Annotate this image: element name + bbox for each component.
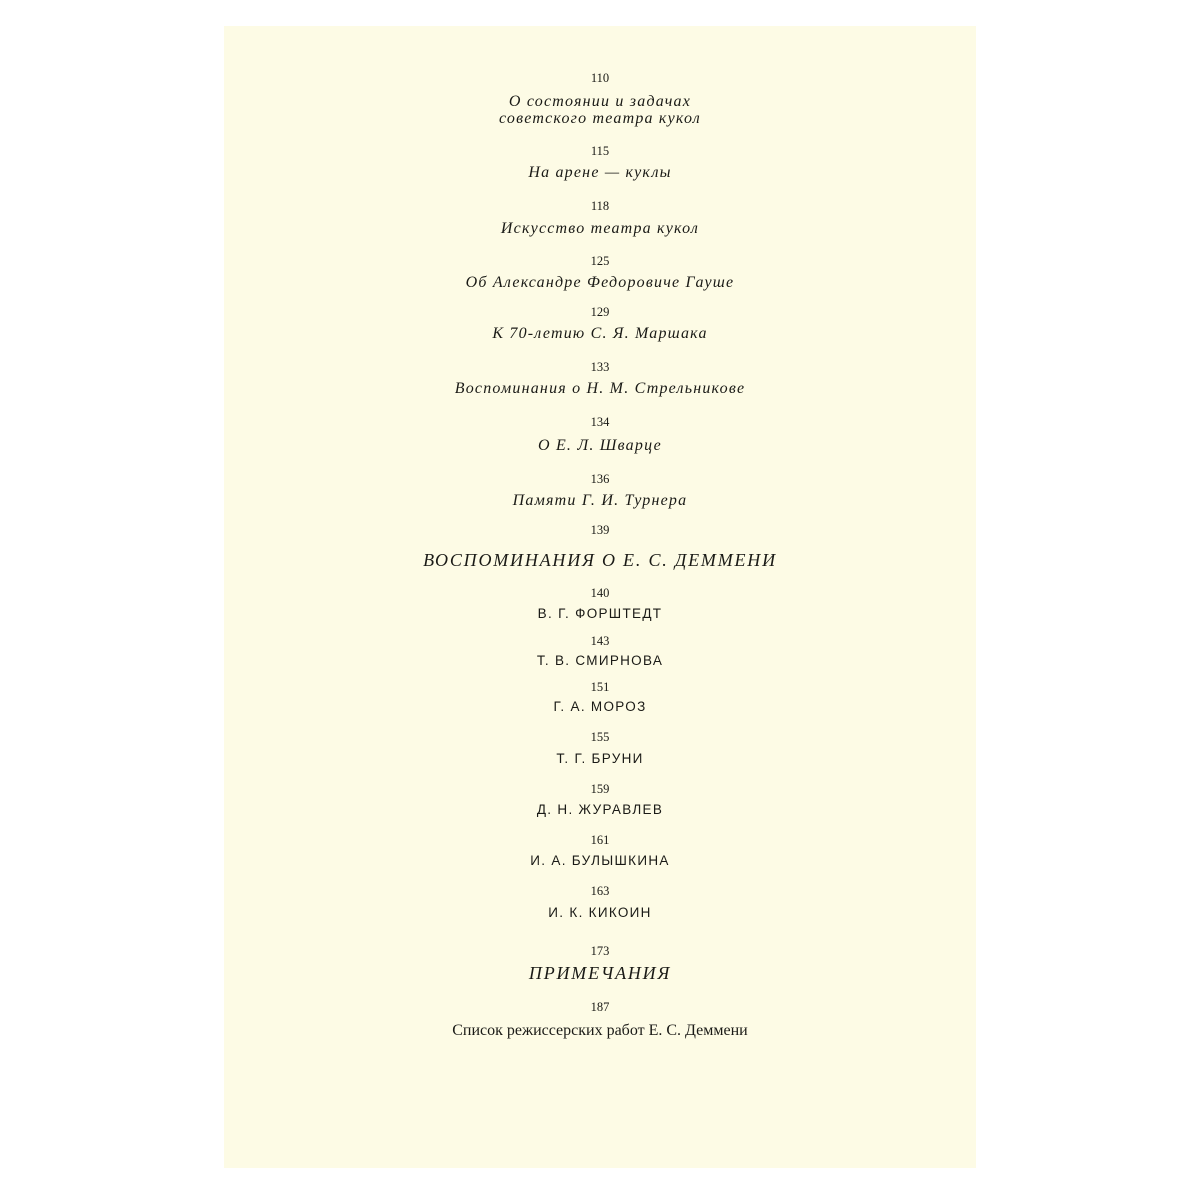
page-number: 115 (590, 144, 610, 158)
page-number: 133 (590, 360, 610, 374)
entry-title: К 70-летию С. Я. Маршака (492, 325, 708, 342)
entry-title: Об Александре Федоровиче Гауше (465, 274, 735, 291)
document-page (224, 26, 976, 1168)
author-name: Т. В. СМИРНОВА (536, 653, 664, 668)
page-number: 125 (590, 254, 610, 268)
page-number: 143 (590, 634, 610, 648)
page-number: 140 (590, 586, 610, 600)
page-number: 187 (590, 1000, 610, 1014)
entry-title: О Е. Л. Шварце (538, 437, 662, 454)
section-heading: ВОСПОМИНАНИЯ О Е. С. ДЕММЕНИ (423, 550, 777, 570)
author-name: И. А. БУЛЫШКИНА (530, 853, 670, 868)
author-name: Т. Г. БРУНИ (556, 751, 644, 766)
author-name: Г. А. МОРОЗ (553, 699, 647, 714)
author-name: И. К. КИКОИН (548, 905, 652, 920)
page-number: 134 (590, 415, 610, 429)
page-number: 161 (590, 833, 610, 847)
page-number: 159 (590, 782, 610, 796)
page-number: 151 (590, 680, 610, 694)
author-name: В. Г. ФОРШТЕДТ (537, 606, 663, 621)
entry-title (224, 93, 976, 127)
entry-title-line: советского театра кукол (499, 110, 701, 127)
author-name: Д. Н. ЖУРАВЛЕВ (536, 802, 664, 817)
page-number: 173 (590, 944, 610, 958)
entry-title-line: О состоянии и задачах (508, 93, 692, 110)
entry-title: На арене — куклы (528, 164, 672, 181)
entry-title: Искусство театра кукол (500, 220, 700, 237)
page-number: 110 (590, 71, 610, 85)
page-number: 118 (590, 199, 610, 213)
section-heading: ПРИМЕЧАНИЯ (528, 963, 672, 983)
entry-title: Памяти Г. И. Турнера (512, 492, 688, 509)
entry-title: Список режиссерских работ Е. С. Деммени (452, 1022, 748, 1039)
page-number: 163 (590, 884, 610, 898)
page-number: 155 (590, 730, 610, 744)
entry-title: Воспоминания о Н. М. Стрельникове (454, 380, 746, 397)
page-number: 139 (590, 523, 610, 537)
page-number: 136 (590, 472, 610, 486)
page-number: 129 (590, 305, 610, 319)
